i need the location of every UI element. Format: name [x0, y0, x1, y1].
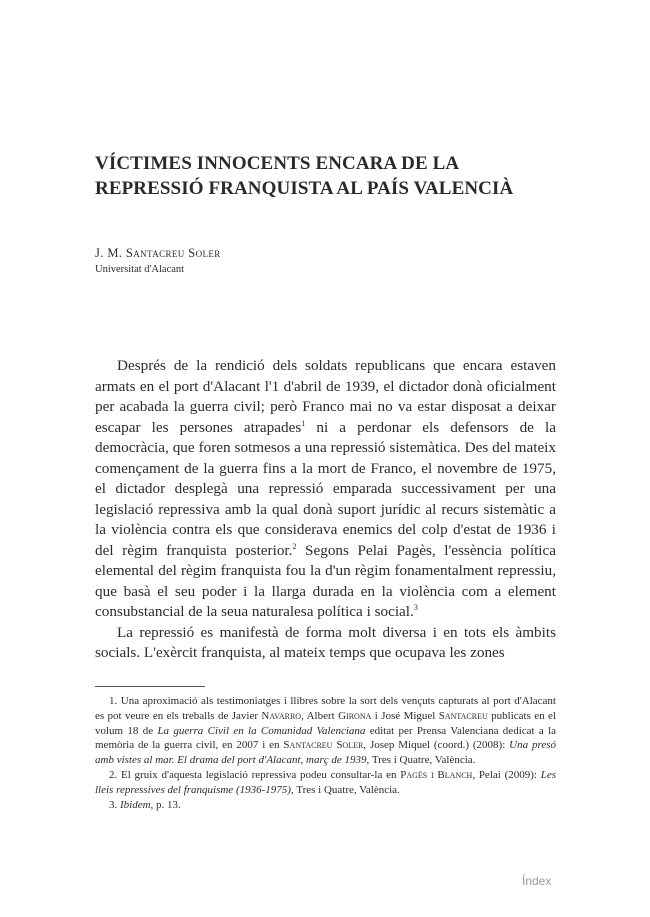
footnote-text: , Albert [301, 709, 339, 722]
footnote-text: i José Miguel [371, 709, 439, 722]
footnotes [95, 694, 556, 812]
footnote-text: , Tres i Quatre, València. [290, 783, 400, 796]
footnote-text: 3. [109, 798, 120, 811]
footnote-divider [95, 686, 205, 687]
footnote-text: 1. Una aproximació als testimoniatges i llibres sobre la sort dels vençuts capturats al port d'Alacant es pot veure en els treballs de Javier [95, 695, 556, 722]
footnote-ref-1[interactable]: 1 [301, 418, 306, 428]
body-paragraph-2: La repressió es manifestà de forma molt diversa i en tots els àmbits socials. L'exèrcit franquista, al mateix temps que ocupava les zones [95, 623, 556, 661]
author-name: J. M. Santacreu Soler [95, 246, 221, 260]
author-affiliation: Universitat d'Alacant [95, 264, 185, 275]
body-paragraph-1 [95, 356, 556, 623]
footnote-author: Girona [338, 709, 372, 722]
footnote-text: , Pelai (2009): [472, 768, 541, 781]
footnote-text: , p. 13. [150, 798, 181, 811]
footnote-2 [95, 768, 556, 798]
body-text: ni a perdonar els defensors de la democràcia, que foren sotmesos a una repressió sistemàtica. Des del mateix començament de la guerra fins a la mort de Franco, el novembre de 1975, el dictador desplegà una repressió emparada successivament per una legislació repressiva amb la qual donà suport jurídic al recurs sistemàtic a la violència contra els que considerava enemics del colp d'estat de 1936 i del règim franquista posterior. [95, 418, 556, 559]
footnote-author: Pagès i Blanch [400, 768, 473, 781]
article-title: VÍCTIMES INNOCENTS ENCARA DE LA REPRESSIÓ FRANQUISTA AL PAÍS VALENCIÀ [95, 153, 514, 199]
footnote-ref-3[interactable]: 3 [413, 602, 418, 612]
footnote-work-title: La guerra Civil en la Comunidad Valenciana [157, 724, 366, 737]
footnote-text: 2. El gruix d'aquesta legislació repressiva podeu consultar-la en [109, 768, 401, 781]
footnote-text: , Josep Miquel (coord.) (2008): [363, 739, 510, 752]
footnote-text: , Tres i Quatre, València. [366, 754, 476, 767]
footnote-author: Santacreu Soler [283, 739, 364, 752]
footnote-author: Santacreu [438, 709, 488, 722]
footnote-work-title: Una presó amb vistes al mar. El drama del port d'Alacant, març de 1939 [95, 739, 556, 767]
body-text: Segons Pelai Pagès, l'essència política elemental del règim franquista fou la d'un règim fonamentalment repressiu, que basà el seu poder i la llarga durada en la violència com a element consubstancial de la seua naturalesa política i social. [95, 541, 557, 620]
footnote-work-title: Les lleis repressives del franquisme (1936-1975) [95, 768, 556, 796]
footnote-1 [95, 694, 556, 768]
footnote-text: editat per Prensa Valenciana dedicat a la memòria de la guerra civil, en 2007 i en [95, 724, 557, 752]
index-link[interactable]: Índex [522, 874, 552, 888]
footnote-text: publicats en el volum 18 de [95, 709, 556, 737]
footnote-3 [95, 798, 556, 813]
body-text: Després de la rendició dels soldats republicans que encara estaven armats en el port d'Alacant l'1 d'abril de 1939, el dictador donà oficialment per acabada la guerra civil; però Franco mai no va estar disposat a deixar escapar les persones atrapades [95, 357, 556, 436]
article-body [95, 356, 556, 664]
footnote-ref-2[interactable]: 2 [292, 541, 297, 551]
footnote-author: Navarro [261, 709, 302, 722]
footnote-work-title: Ibidem [120, 798, 151, 811]
